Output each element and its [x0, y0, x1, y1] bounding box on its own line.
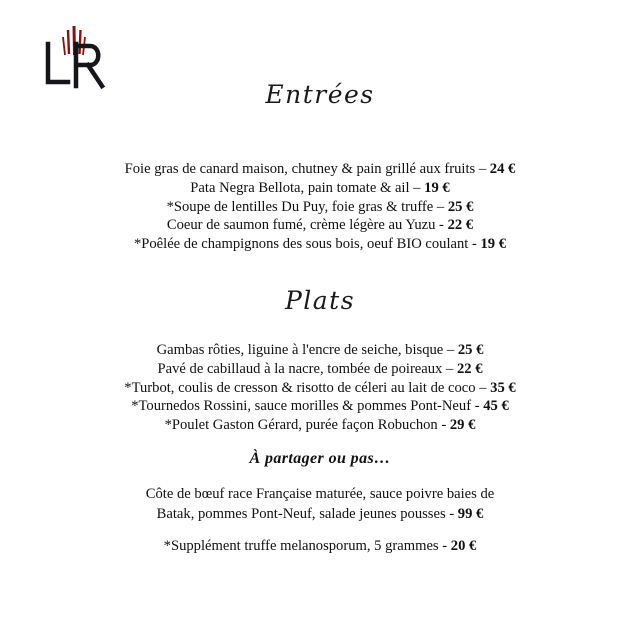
lr-restaurant-logo [38, 24, 110, 90]
menu-item-name: Coeur de saumon fumé, crème légère au Yuzu - [166, 217, 448, 234]
supplement-price: 20 € [450, 538, 477, 554]
menu-item-price: 22 € [447, 217, 474, 234]
plats-item-list [0, 341, 640, 435]
share-section-subtitle: À partager ou pas… [249, 450, 391, 467]
menu-item-price: 22 € [456, 360, 483, 377]
share-item-name: Batak, pommes Pont-Neuf, salade jeunes pousses - [156, 505, 458, 522]
menu-item-name: Gambas rôties, liguine à l'encre de seiche, bisque – [156, 342, 458, 358]
menu-item [0, 179, 640, 198]
menu-item-name: Pavé de cabillaud à la nacre, tombée de poireaux – [157, 360, 457, 377]
menu-item [0, 341, 640, 360]
menu-item-name: *Poulet Gaston Gérard, purée façon Robuchon - [164, 417, 450, 434]
menu-item [0, 216, 640, 235]
menu-item-price: 25 € [457, 342, 484, 358]
share-item-price: 99 € [457, 505, 484, 522]
menu-item-price: 19 € [480, 236, 507, 253]
menu-item [0, 379, 640, 398]
menu-item [0, 198, 640, 217]
menu-item [0, 416, 640, 435]
menu-item-name: *Poêlée de champignons des sous bois, oeuf BIO coulant - [133, 236, 481, 253]
menu-item-price: 35 € [490, 379, 516, 396]
section-title-plats: Plats [284, 286, 356, 315]
share-item-line-2 [0, 505, 640, 525]
share-section-items [0, 485, 640, 524]
menu-item-name: Pata Negra Bellota, pain tomate & ail – [190, 179, 425, 196]
menu-item-name: Foie gras de canard maison, chutney & pain grillé aux fruits – [124, 161, 490, 177]
menu-item-name: *Turbot, coulis de cresson & risotto de céleri au lait de coco – [124, 379, 491, 396]
menu-item [0, 160, 640, 179]
menu-item-name: *Tournedos Rossini, sauce morilles & pommes Pont-Neuf - [131, 398, 484, 415]
menu-item-price: 25 € [447, 198, 474, 215]
share-item-line-1: Côte de bœuf race Française maturée, sauce poivre baies de [145, 486, 495, 502]
menu-item-price: 45 € [483, 398, 509, 415]
menu-item-price: 29 € [449, 417, 476, 434]
menu-item-price: 19 € [424, 179, 450, 196]
section-title-entrees: Entrées [265, 80, 375, 109]
menu-item [0, 397, 640, 416]
supplement-line [0, 538, 640, 555]
menu-item [0, 235, 640, 254]
menu-item [0, 360, 640, 379]
menu-item-price: 24 € [489, 161, 516, 177]
menu-item-name: *Soupe de lentilles Du Puy, foie gras & truffe – [166, 198, 448, 215]
supplement-text: *Supplément truffe melanosporum, 5 grammes - [163, 538, 451, 554]
entrees-item-list [0, 160, 640, 254]
